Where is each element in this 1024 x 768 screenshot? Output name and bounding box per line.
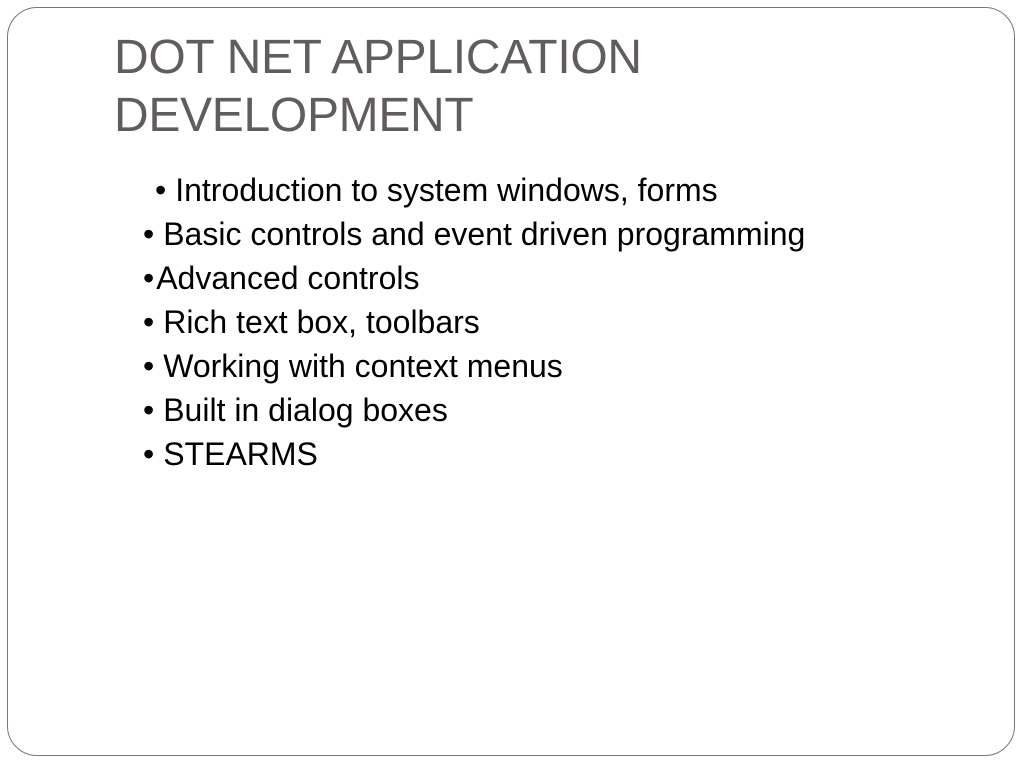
list-item-text: Working with context menus <box>163 348 563 384</box>
bullet-dot: • <box>143 348 155 384</box>
list-item <box>143 300 805 344</box>
list-item <box>143 256 805 300</box>
list-item-text: Rich text box, toolbars <box>163 304 480 340</box>
list-item <box>143 388 805 432</box>
list-item <box>143 344 805 388</box>
bullet-list <box>143 168 805 476</box>
bullet-dot: • <box>143 436 155 472</box>
bullet-dot: • <box>143 392 155 428</box>
list-item <box>143 212 805 256</box>
bullet-dot: • <box>155 172 167 208</box>
bullet-dot: • <box>143 304 155 340</box>
slide-title-line-2: DEVELOPMENT <box>114 89 474 142</box>
list-item-text: Advanced controls <box>156 260 420 296</box>
list-item-text: Basic controls and event driven programming <box>163 216 806 252</box>
bullet-dot: • <box>143 260 155 296</box>
list-item-text: Introduction to system windows, forms <box>175 172 718 208</box>
bullet-dot: • <box>143 216 155 252</box>
list-item <box>143 168 805 212</box>
list-item <box>143 432 805 476</box>
slide-title-line-1: DOT NET APPLICATION <box>114 31 642 84</box>
list-item-text: Built in dialog boxes <box>163 392 448 428</box>
list-item-text: STEARMS <box>163 436 318 472</box>
slide-title <box>114 29 914 145</box>
